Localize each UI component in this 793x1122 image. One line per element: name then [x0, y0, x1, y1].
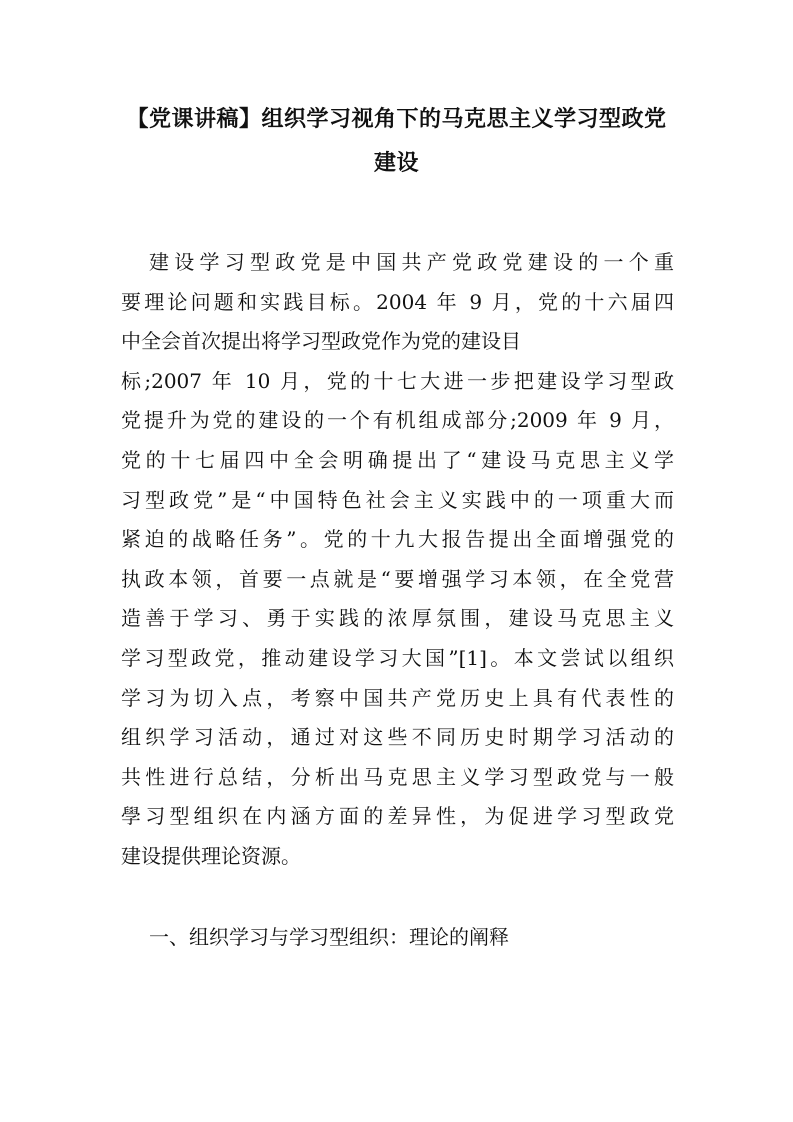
paragraph-line: 学习型政党，推动建设学习大国”[1]。本文尝试以组织: [121, 645, 674, 670]
intro-paragraph: [121, 243, 674, 877]
paragraph-line: 执政本领，首要一点就是“要增强学习本领，在全党营: [121, 566, 674, 591]
paragraph-line: 学习为切入点，考察中国共产党历史上具有代表性的: [121, 685, 674, 710]
section-heading: 一、组织学习与学习型组织：理论的阐释: [149, 925, 509, 949]
paragraph-line: 要理论问题和实践目标。2004 年 9 月，党的十六届四: [121, 289, 674, 314]
paragraph-line: 學习型组织在内涵方面的差异性，为促进学习型政党: [121, 804, 674, 829]
title-line-1: 【党课讲稿】组织学习视角下的马克思主义学习型政党: [126, 107, 667, 132]
paragraph-line: 中全会首次提出将学习型政党作为党的建设目: [121, 329, 521, 354]
paragraph-line: 党提升为党的建设的一个有机组成部分;2009 年 9 月，: [121, 408, 674, 433]
document-title: [100, 98, 693, 186]
paragraph-line: 建设学习型政党是中国共产党政党建设的一个重: [149, 250, 674, 274]
paragraph-line: 建设提供理论资源。: [121, 843, 301, 868]
paragraph-line: 习型政党”是“中国特色社会主义实践中的一项重大而: [121, 487, 674, 512]
paragraph-line: 造善于学习、勇于实践的浓厚氛围，建设马克思主义: [121, 606, 674, 631]
title-line-2: 建设: [373, 151, 419, 176]
paragraph-line: 紧迫的战略任务”。党的十九大报告提出全面增强党的: [121, 527, 674, 552]
paragraph-line: 标;2007 年 10 月，党的十七大进一步把建设学习型政: [121, 368, 674, 393]
paragraph-line: 组织学习活动，通过对这些不同历史时期学习活动的: [121, 725, 674, 750]
paragraph-line: 党的十七届四中全会明确提出了“建设马克思主义学: [121, 447, 674, 472]
paragraph-line: 共性进行总结，分析出马克思主义学习型政党与一般: [121, 764, 674, 789]
